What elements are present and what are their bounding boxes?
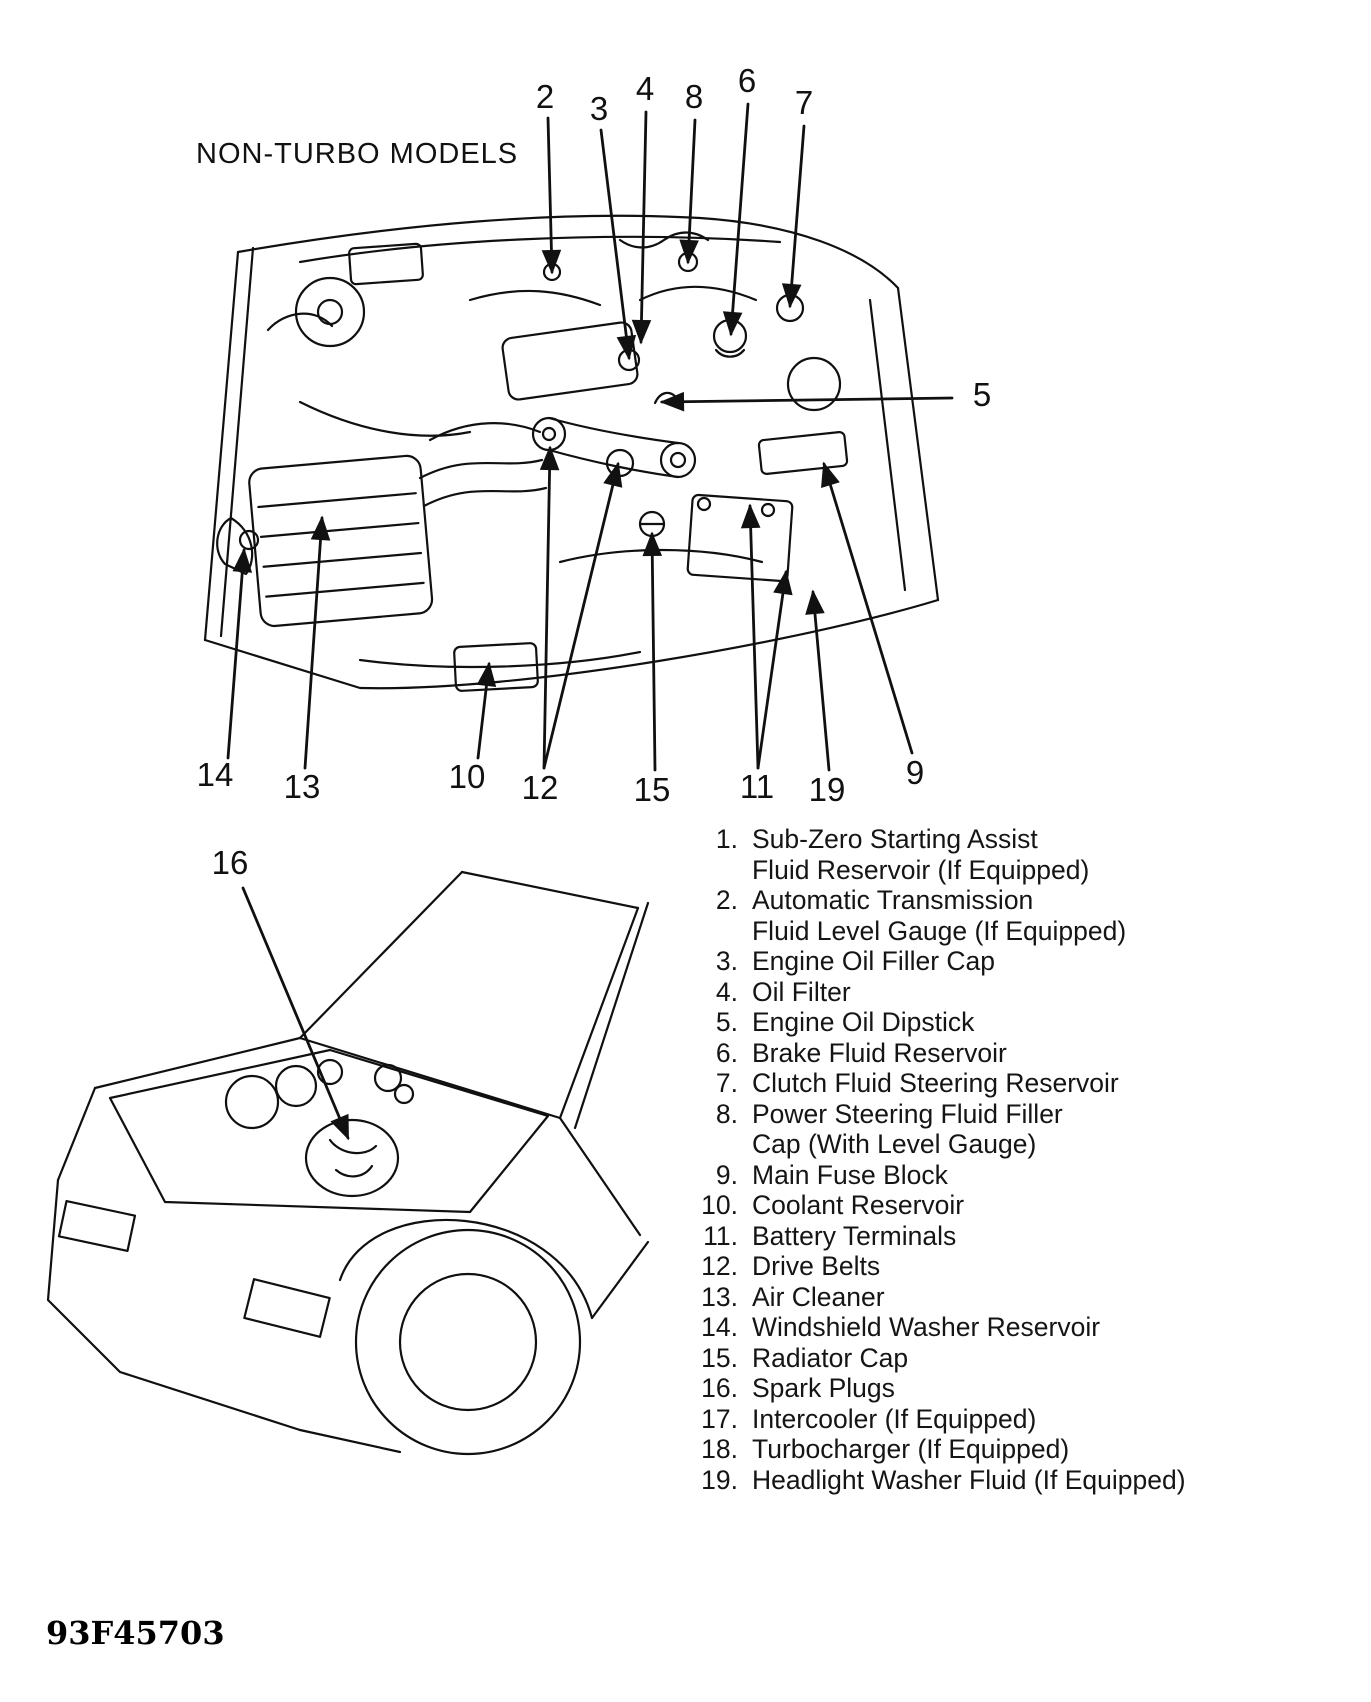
legend-item-14	[692, 1312, 1292, 1343]
legend-item-5	[692, 1007, 1292, 1038]
legend-item-label: Automatic Transmission Fluid Level Gauge (If Equipped)	[752, 885, 1127, 946]
legend-item-15	[692, 1343, 1292, 1374]
legend-item-label: Drive Belts	[752, 1251, 881, 1281]
legend-item-11	[692, 1221, 1292, 1252]
legend-item-number: 18.	[701, 1434, 738, 1464]
legend-item-number: 12.	[701, 1251, 738, 1281]
legend-item-number: 5.	[715, 1007, 738, 1037]
legend-item-label: Engine Oil Filler Cap	[752, 946, 996, 976]
legend-item-label: Headlight Washer Fluid (If Equipped)	[752, 1464, 1186, 1495]
callout-2: 2	[535, 78, 555, 115]
callout-11: 11	[739, 768, 775, 805]
legend-item-number: 6.	[715, 1037, 738, 1068]
legend-item-6	[692, 1038, 1292, 1069]
callout-5: 5	[972, 376, 992, 413]
car-body-drawing	[48, 872, 648, 1454]
legend-item-number: 3.	[715, 946, 738, 976]
legend-item-2	[692, 885, 1292, 946]
legend-item-12	[692, 1251, 1292, 1282]
legend-item-number: 10.	[701, 1190, 738, 1220]
legend-item-label: Radiator Cap	[752, 1342, 909, 1373]
legend-item-label: Turbocharger (If Equipped)	[752, 1434, 1070, 1464]
callout-8: 8	[684, 78, 704, 115]
legend-list	[692, 824, 1292, 1495]
callout-4: 4	[635, 70, 655, 107]
legend-item-17	[692, 1404, 1292, 1435]
legend-item-8	[692, 1099, 1292, 1160]
legend-item-label: Power Steering Fluid Filler Cap (With Level Gauge)	[752, 1098, 1063, 1159]
legend-item-3	[692, 946, 1292, 977]
engine-callout-numbers	[197, 62, 992, 808]
legend-item-10	[692, 1190, 1292, 1221]
legend-item-number: 8.	[715, 1098, 738, 1129]
legend-item-label: Spark Plugs	[752, 1373, 895, 1403]
callout-19: 19	[808, 771, 846, 808]
legend-item-number: 4.	[715, 976, 738, 1007]
legend-item-label: Windshield Washer Reservoir	[752, 1312, 1101, 1342]
legend-item-number: 14.	[701, 1312, 738, 1342]
legend-item-number: 13.	[701, 1281, 738, 1312]
callout-14: 14	[196, 756, 234, 793]
legend-item-number: 9.	[715, 1159, 738, 1190]
legend-item-4	[692, 977, 1292, 1008]
legend-item-9	[692, 1160, 1292, 1191]
legend-item-label: Engine Oil Dipstick	[752, 1007, 975, 1037]
legend-item-label: Intercooler (If Equipped)	[752, 1403, 1037, 1434]
legend-item-label: Battery Terminals	[752, 1220, 957, 1251]
callout-9: 9	[905, 754, 925, 791]
diagram-title: NON-TURBO MODELS	[196, 138, 519, 170]
legend-item-19	[692, 1465, 1292, 1496]
legend-item-label: Clutch Fluid Steering Reservoir	[752, 1068, 1119, 1098]
callout-15: 15	[633, 771, 671, 808]
legend-item-13	[692, 1282, 1292, 1313]
legend-item-7	[692, 1068, 1292, 1099]
legend-item-label: Brake Fluid Reservoir	[752, 1037, 1007, 1068]
callout-16: 16	[211, 844, 249, 881]
car-callout-numbers	[212, 844, 249, 881]
legend-item-1	[692, 824, 1292, 885]
legend-item-number: 16.	[701, 1373, 738, 1403]
legend-item-label: Sub-Zero Starting Assist Fluid Reservoir (If Equipped)	[752, 824, 1090, 885]
legend-item-label: Coolant Reservoir	[752, 1190, 965, 1220]
legend-item-label: Oil Filter	[752, 976, 851, 1007]
legend-item-label: Main Fuse Block	[752, 1159, 948, 1190]
legend-item-18	[692, 1434, 1292, 1465]
legend-item-number: 11.	[703, 1220, 738, 1251]
legend-item-16	[692, 1373, 1292, 1404]
legend-item-number: 7.	[715, 1068, 738, 1098]
callout-7: 7	[794, 84, 814, 121]
callout-3: 3	[589, 90, 609, 127]
legend-item-number: 19.	[701, 1464, 738, 1495]
legend-item-number: 1.	[715, 824, 738, 854]
callout-10: 10	[448, 758, 486, 795]
legend-item-number: 2.	[715, 885, 738, 915]
callout-13: 13	[283, 768, 321, 805]
legend-item-number: 15.	[701, 1342, 738, 1373]
legend-item-number: 17.	[701, 1403, 738, 1434]
callout-12: 12	[521, 769, 559, 806]
figure-code: 93F45703	[46, 1614, 225, 1652]
callout-6: 6	[737, 62, 757, 99]
legend-item-label: Air Cleaner	[752, 1281, 885, 1312]
